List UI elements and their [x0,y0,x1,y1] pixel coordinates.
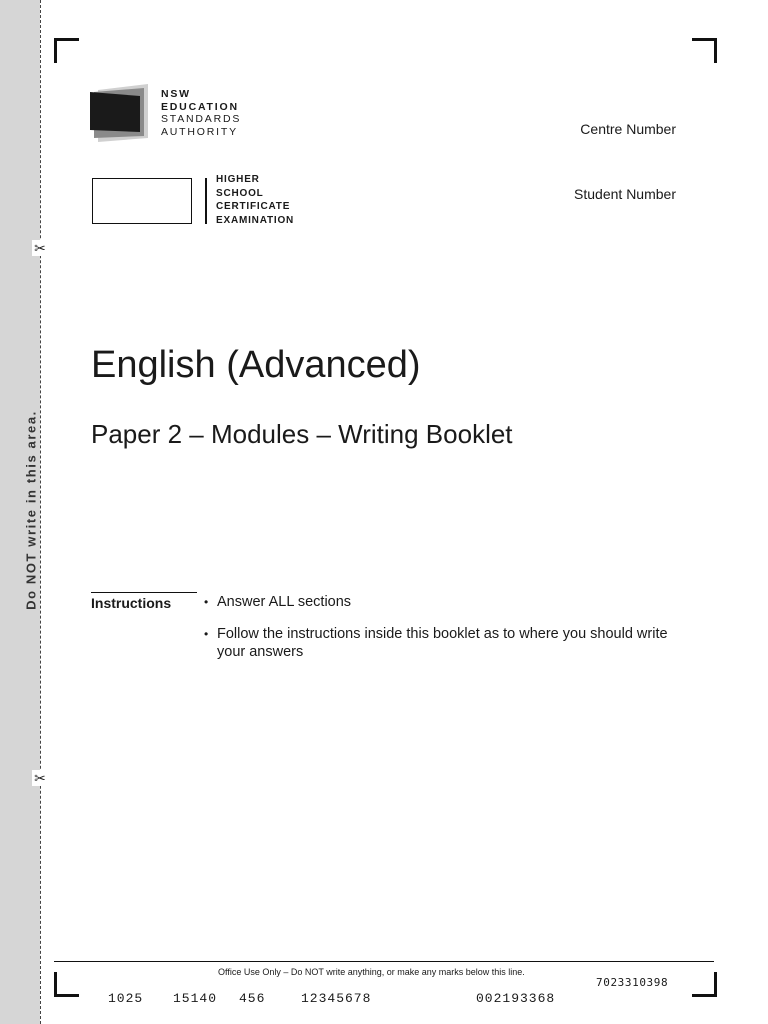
centre-number-label: Centre Number [580,121,676,137]
page-subtitle: Paper 2 – Modules – Writing Booklet [91,419,513,449]
exam-divider [205,178,207,224]
scissors-icon: ✂ [32,770,48,786]
margin-instruction: Do NOT write in this area. [23,410,39,610]
footer-code: 002193368 [476,991,556,1006]
footer-code: 1025 [108,991,144,1006]
logo-line: EDUCATION [161,100,239,113]
bullet-icon: • [204,595,209,609]
footer-code: 12345678 [301,991,372,1006]
footer-code: 456 [239,991,266,1006]
barcode-number: 7023310398 [596,976,669,989]
exam-type-line: EXAMINATION [216,214,295,226]
logo-line: NSW [161,88,191,100]
scissors-icon: ✂ [32,240,48,256]
exam-type [216,173,294,227]
exam-code-box [92,178,192,224]
footer-code: 15140 [173,991,218,1006]
logo-line: AUTHORITY [161,125,238,138]
exam-type-line: CERTIFICATE [216,201,291,212]
instruction-text: Answer ALL sections [217,594,352,610]
crop-mark-top-right [692,38,717,63]
instruction-text: Follow the instructions inside this booklet as to where you should write your answers [217,625,668,660]
authority-name [161,88,241,138]
bullet-icon: • [204,626,209,641]
exam-type-line: HIGHER [216,174,260,185]
cut-line [40,0,41,1024]
crop-mark-bottom-left [54,972,79,997]
footer-rule [54,961,714,962]
logo-line: STANDARDS [161,113,242,125]
instructions-label: Instructions [91,595,172,611]
student-number-label: Student Number [574,186,676,202]
instructions-list [204,593,684,675]
list-item [204,625,684,662]
crop-mark-top-left [54,38,79,63]
nsw-logo-icon [90,82,154,146]
office-use-note: Office Use Only – Do NOT write anything, or make any marks below this line. [218,967,525,977]
exam-type-line: SCHOOL [216,187,264,199]
list-item [204,593,684,612]
instructions-rule [91,592,197,593]
crop-mark-bottom-right [692,972,717,997]
page-title: English (Advanced) [91,344,421,386]
